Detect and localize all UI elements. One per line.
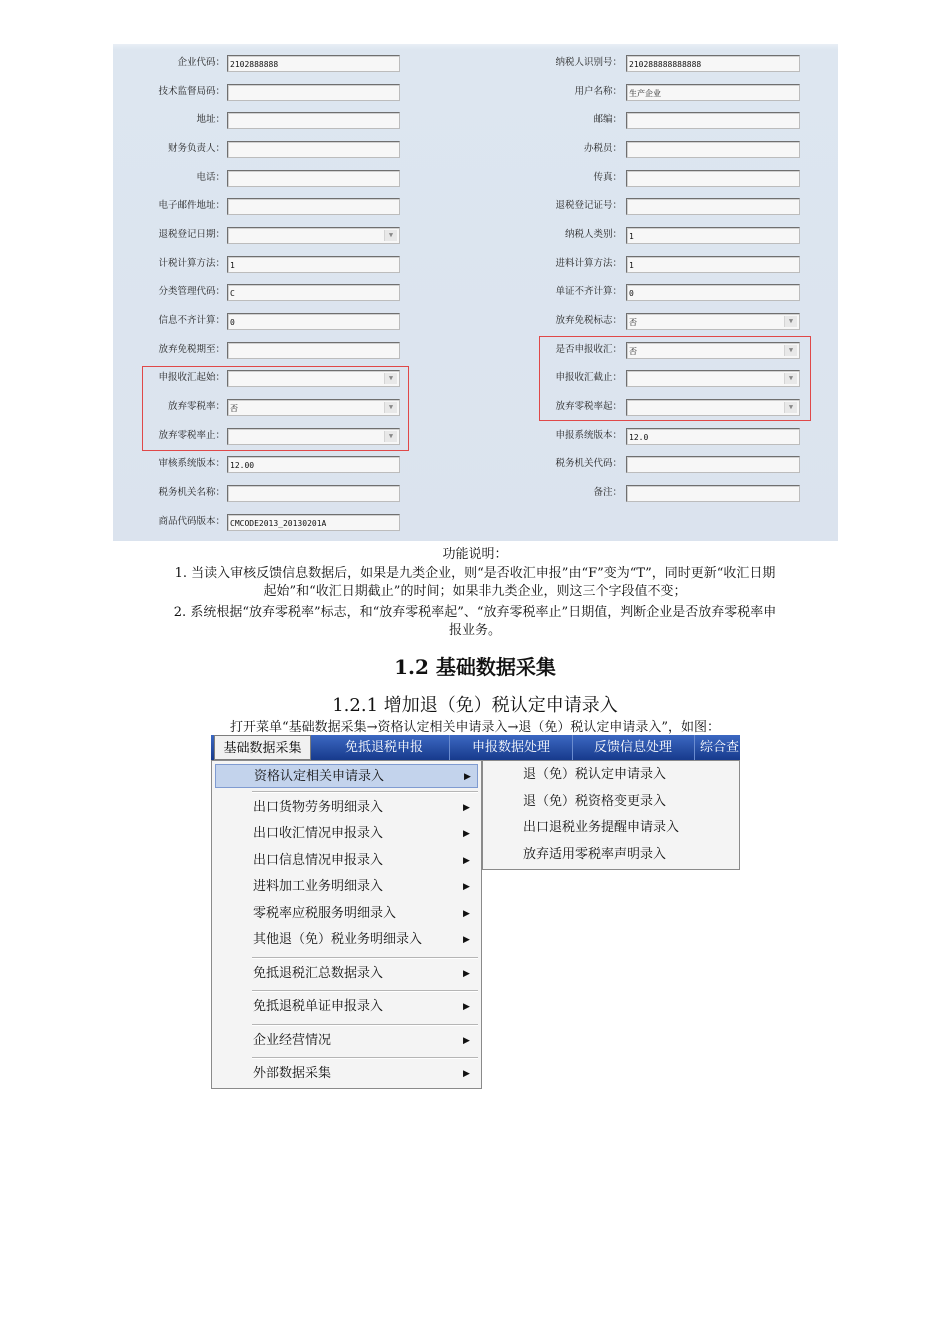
submenu-item[interactable]: 退（免）税认定申请录入	[523, 767, 667, 782]
field-input[interactable]	[227, 141, 400, 158]
chevron-right-icon: ▶	[463, 882, 470, 892]
menu-tax-refund-declaration[interactable]: 免抵退税申报	[344, 740, 423, 755]
field-label: 邮编：	[593, 114, 622, 125]
chevron-right-icon: ▶	[463, 909, 470, 919]
chevron-down-icon[interactable]: ▼	[384, 230, 397, 241]
field-label: 地址：	[196, 114, 225, 125]
paragraph-2-line-2: 报业务。	[448, 623, 501, 638]
field-input[interactable]	[626, 198, 800, 215]
menu-separator	[572, 735, 573, 760]
paragraph-1-line-1: 1. 当读入审核反馈信息数据后，如果是九类企业，则“是否收汇申报”由“F”变为“T”，同时更新“收汇日期	[174, 566, 776, 581]
chevron-right-icon: ▶	[463, 969, 470, 979]
chevron-down-icon[interactable]: ▼	[784, 316, 797, 327]
menu-item-label: 零税率应税服务明细录入	[253, 906, 397, 921]
field-input[interactable]	[227, 456, 400, 473]
field-value: CMCODE2013_20130201A	[230, 519, 327, 528]
field-label: 商品代码版本：	[158, 516, 225, 527]
field-label: 计税计算方法：	[158, 258, 225, 269]
field-value: 0	[629, 289, 634, 298]
menu-item[interactable]	[215, 1029, 478, 1053]
field-value: 12.00	[230, 461, 255, 470]
menu-basic-data-collection[interactable]: 基础数据采集	[214, 735, 311, 760]
field-input[interactable]	[626, 227, 800, 244]
menu-item-label: 外部数据采集	[253, 1066, 332, 1081]
field-value: 210288888888888	[629, 60, 702, 69]
menu-item[interactable]	[215, 928, 478, 952]
menu-item-label: 出口收汇情况申报录入	[253, 826, 384, 841]
field-label: 申报收汇起始：	[158, 372, 225, 383]
field-label: 放弃零税率：	[167, 401, 225, 412]
menu-divider	[252, 791, 478, 793]
field-value: 1	[629, 261, 634, 270]
menu-divider	[252, 1057, 478, 1059]
field-value: 1	[629, 232, 634, 241]
menu-item[interactable]	[215, 822, 478, 846]
menu-item[interactable]	[215, 875, 478, 899]
dropdown-menu	[211, 760, 482, 1089]
field-value: 2102888888	[230, 60, 279, 69]
field-input[interactable]	[626, 456, 800, 473]
field-label: 进料计算方法：	[555, 258, 622, 269]
field-label: 技术监督局码：	[158, 86, 225, 97]
field-label: 审核系统版本：	[158, 458, 225, 469]
field-input[interactable]	[227, 84, 400, 101]
chevron-right-icon: ▶	[463, 803, 470, 813]
instruction-text: 打开菜单“基础数据采集→资格认定相关申请录入→退（免）税认定申请录入”，如图：	[229, 720, 721, 735]
field-label: 纳税人识别号：	[555, 57, 622, 68]
submenu-item[interactable]: 出口退税业务提醒申请录入	[523, 820, 680, 835]
field-label: 是否申报收汇：	[555, 344, 622, 355]
field-label: 放弃零税率止：	[158, 430, 225, 441]
field-label: 申报系统版本：	[555, 430, 622, 441]
field-label: 单证不齐计算：	[555, 286, 622, 297]
menu-divider	[252, 1024, 478, 1026]
menu-item-label: 免抵退税单证申报录入	[253, 999, 384, 1014]
paragraph-1-line-2: 起始”和“收汇日期截止”的时间；如果非九类企业，则这三个字段值不变；	[263, 584, 687, 599]
field-value: 12.0	[629, 433, 649, 442]
field-input[interactable]	[227, 198, 400, 215]
chevron-right-icon: ▶	[463, 1002, 470, 1012]
chevron-down-icon[interactable]: ▼	[384, 431, 397, 442]
field-label: 申报收汇截止：	[555, 372, 622, 383]
menu-item[interactable]	[215, 1062, 478, 1086]
field-value: 否	[629, 318, 637, 327]
field-value: 生产企业	[629, 89, 661, 98]
chevron-right-icon: ▶	[463, 1036, 470, 1046]
menu-item-label: 出口货物劳务明细录入	[253, 800, 384, 815]
field-input[interactable]	[227, 342, 400, 359]
field-label: 企业代码：	[177, 57, 225, 68]
field-label: 放弃免税标志：	[555, 315, 622, 326]
field-label: 纳税人类别：	[564, 229, 622, 240]
chevron-right-icon: ▶	[463, 829, 470, 839]
field-label: 电话：	[196, 172, 225, 183]
field-input[interactable]	[227, 284, 400, 301]
field-input[interactable]	[626, 170, 800, 187]
field-input[interactable]	[227, 485, 400, 502]
menu-bar	[211, 735, 740, 760]
field-input[interactable]	[626, 428, 800, 445]
chevron-right-icon: ▶	[463, 1069, 470, 1079]
field-select[interactable]	[626, 370, 800, 387]
field-input[interactable]	[626, 112, 800, 129]
function-description-title: 功能说明：	[442, 547, 508, 562]
menu-item-label: 企业经营情况	[253, 1033, 332, 1048]
chevron-right-icon: ▶	[463, 856, 470, 866]
field-select[interactable]	[227, 428, 400, 445]
field-select[interactable]	[626, 313, 800, 330]
field-input[interactable]	[227, 256, 400, 273]
field-label: 放弃零税率起：	[555, 401, 622, 412]
menu-item[interactable]	[215, 849, 478, 873]
field-input[interactable]	[626, 256, 800, 273]
chevron-down-icon[interactable]: ▼	[784, 373, 797, 384]
menu-item[interactable]	[215, 995, 478, 1019]
field-value: 1	[230, 261, 235, 270]
menu-item-label: 其他退（免）税业务明细录入	[253, 932, 423, 947]
field-label: 分类管理代码：	[158, 286, 225, 297]
chevron-down-icon[interactable]: ▼	[384, 373, 397, 384]
menu-divider	[252, 990, 478, 992]
menu-item[interactable]	[215, 764, 478, 788]
paragraph-2-line-1: 2. 系统根据“放弃零税率”标志，和“放弃零税率起”、“放弃零税率止”日期值，判断企业是否放弃零税率申	[173, 605, 777, 620]
field-input[interactable]	[626, 141, 800, 158]
chevron-right-icon: ▶	[464, 772, 471, 782]
menu-screenshot	[211, 735, 740, 1090]
field-label: 电子邮件地址：	[158, 200, 225, 211]
menu-item-label: 出口信息情况申报录入	[253, 853, 384, 868]
menu-feedback-processing[interactable]: 反馈信息处理	[593, 740, 672, 755]
field-input[interactable]	[626, 485, 800, 502]
field-select[interactable]	[626, 399, 800, 416]
menu-separator	[449, 735, 450, 760]
field-label: 备注：	[593, 487, 622, 498]
field-value: 0	[230, 318, 235, 327]
menu-declaration-data-processing[interactable]: 申报数据处理	[471, 740, 550, 755]
field-select[interactable]	[227, 370, 400, 387]
menu-item-label: 资格认定相关申请录入	[254, 769, 385, 784]
field-label: 信息不齐计算：	[158, 315, 225, 326]
field-input[interactable]	[626, 55, 800, 72]
field-select[interactable]	[227, 227, 400, 244]
field-value: 否	[230, 404, 238, 413]
field-input[interactable]	[227, 313, 400, 330]
chevron-down-icon[interactable]: ▼	[784, 345, 797, 356]
field-label: 财务负责人：	[167, 143, 225, 154]
field-input[interactable]	[227, 514, 400, 531]
field-label: 放弃免税期至：	[158, 344, 225, 355]
chevron-right-icon: ▶	[463, 935, 470, 945]
menu-item[interactable]	[215, 902, 478, 926]
field-label: 办税员：	[583, 143, 622, 154]
field-label: 税务机关名称：	[158, 487, 225, 498]
submenu-item[interactable]: 放弃适用零税率声明录入	[523, 846, 667, 862]
field-input[interactable]	[227, 55, 400, 72]
submenu-item[interactable]: 退（免）税资格变更录入	[523, 793, 667, 809]
subsection-heading: 1.2.1 增加退（免）税认定申请录入	[332, 695, 618, 716]
field-label: 退税登记日期：	[158, 229, 225, 240]
section-heading: 1.2 基础数据采集	[394, 655, 556, 679]
chevron-down-icon[interactable]: ▼	[384, 402, 397, 413]
menu-item-label: 进料加工业务明细录入	[253, 879, 384, 894]
submenu	[482, 760, 740, 870]
field-input[interactable]	[626, 284, 800, 301]
field-value: C	[230, 289, 235, 298]
field-input[interactable]	[626, 84, 800, 101]
field-select[interactable]	[626, 342, 800, 359]
field-select[interactable]	[227, 399, 400, 416]
menu-item[interactable]	[215, 796, 478, 820]
field-value: 否	[629, 347, 637, 356]
menu-item-label: 免抵退税汇总数据录入	[253, 966, 384, 981]
field-input[interactable]	[227, 170, 400, 187]
menu-separator	[694, 735, 695, 760]
field-label: 传真：	[593, 172, 622, 183]
field-label: 用户名称：	[574, 86, 622, 97]
menu-comprehensive-query[interactable]: 综合查	[700, 740, 740, 755]
chevron-down-icon[interactable]: ▼	[784, 402, 797, 413]
field-label: 税务机关代码：	[555, 458, 622, 469]
taxpayer-info-form-screenshot	[113, 44, 838, 541]
menu-divider	[252, 957, 478, 959]
menu-item[interactable]	[215, 962, 478, 986]
field-label: 退税登记证号：	[555, 200, 622, 211]
field-input[interactable]	[227, 112, 400, 129]
